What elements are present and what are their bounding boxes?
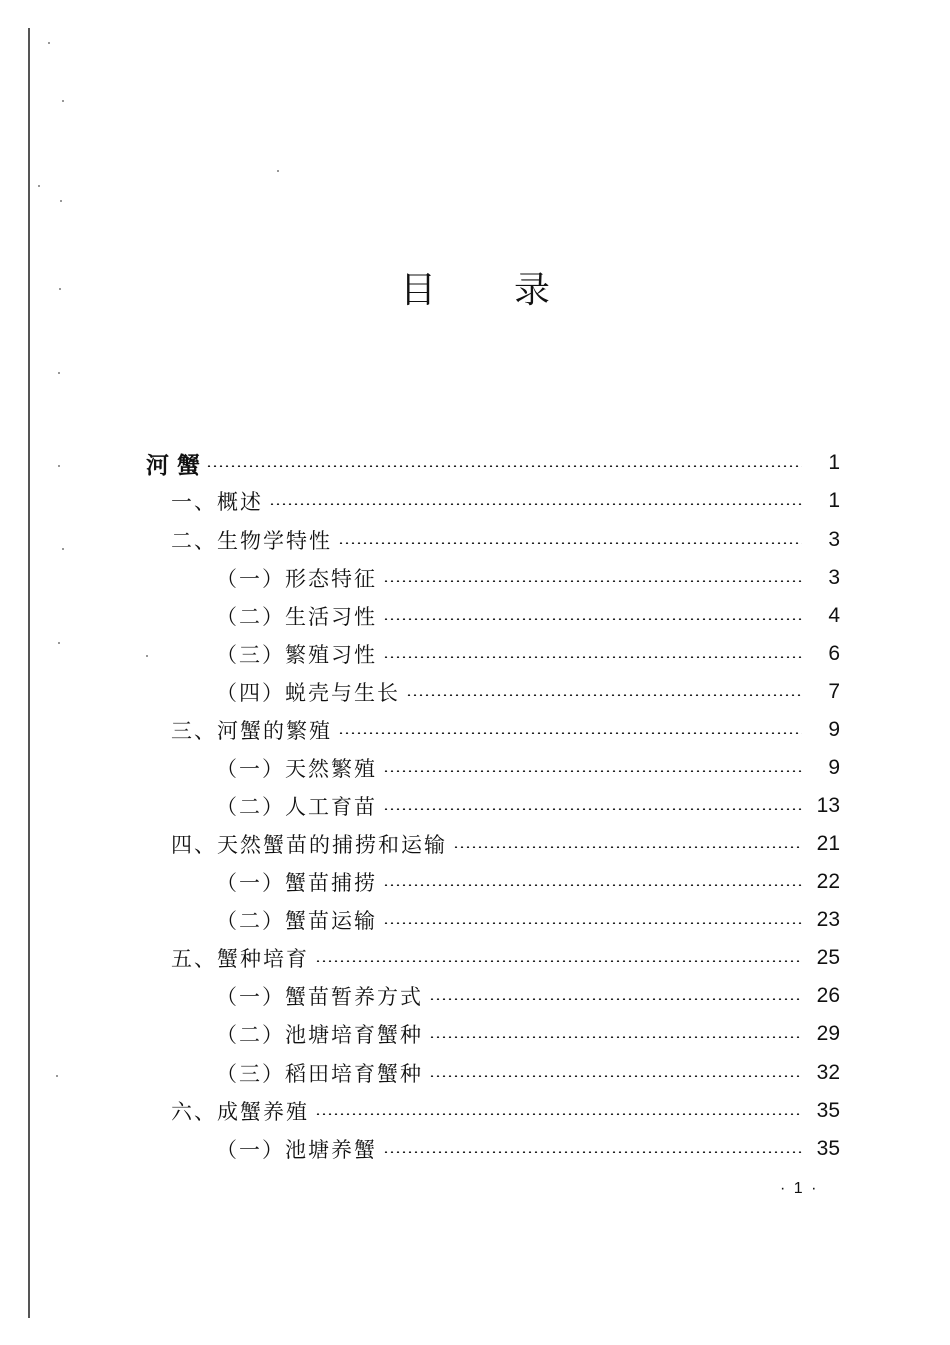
toc-entry-page-number: 7 — [828, 680, 840, 703]
toc-entry-label: （二）蟹苗运输 — [216, 909, 377, 933]
toc-entry-page-number: 1 — [828, 451, 840, 474]
title-char-2: 录 — [514, 270, 551, 311]
toc-entry-page-number: 4 — [828, 604, 840, 627]
toc-entry[interactable] — [0, 639, 950, 669]
toc-entry-label: （二）人工育苗 — [216, 795, 377, 819]
toc-entry[interactable] — [0, 677, 950, 707]
toc-entry-page-number: 3 — [828, 528, 840, 551]
toc-entry-page-number: 13 — [816, 794, 840, 817]
dot-leader — [429, 998, 802, 1000]
toc-entry[interactable] — [0, 829, 950, 859]
toc-entry-page-number: 35 — [816, 1137, 840, 1160]
title-char-1: 目 — [399, 270, 436, 311]
toc-entry-label: 三、河蟹的繁殖 — [171, 719, 332, 743]
toc-entry-page-number: 21 — [816, 832, 840, 855]
dot-leader — [383, 770, 802, 772]
dot-leader — [383, 884, 802, 886]
scan-speck — [58, 372, 60, 374]
toc-entry[interactable] — [0, 981, 950, 1011]
toc-entry[interactable] — [0, 905, 950, 935]
dot-leader — [429, 1075, 802, 1077]
toc-entry-label: （二）池塘培育蟹种 — [216, 1023, 423, 1047]
toc-entry-label: （一）池塘养蟹 — [216, 1138, 377, 1162]
toc-entry-label: （二）生活习性 — [216, 605, 377, 629]
toc-entry[interactable] — [0, 486, 950, 516]
toc-entry-label: （一）蟹苗暂养方式 — [216, 985, 423, 1009]
dot-leader — [269, 503, 802, 505]
toc-entry-label: （一）天然繁殖 — [216, 757, 377, 781]
toc-entry[interactable] — [0, 448, 950, 478]
toc-entry[interactable] — [0, 1019, 950, 1049]
toc-entry[interactable] — [0, 943, 950, 973]
toc-entry-label: 二、生物学特性 — [171, 529, 332, 553]
toc-entry-page-number: 29 — [816, 1022, 840, 1045]
toc-entry[interactable] — [0, 715, 950, 745]
toc-entry-label: 五、蟹种培育 — [171, 947, 309, 971]
dot-leader — [383, 656, 802, 658]
page-number: · 1 · — [780, 1180, 819, 1197]
toc-entry-page-number: 35 — [816, 1099, 840, 1122]
scan-speck — [48, 42, 50, 44]
dot-leader — [406, 694, 802, 696]
toc-entry-label: （三）繁殖习性 — [216, 643, 377, 667]
toc-entry-label: （四）蜕壳与生长 — [216, 681, 400, 705]
toc-entry-label: 河 蟹 — [146, 451, 201, 479]
dot-leader — [383, 808, 802, 810]
toc-entry-label: 六、成蟹养殖 — [171, 1100, 309, 1124]
toc-entry-label: （一）蟹苗捕捞 — [216, 871, 377, 895]
dot-leader — [315, 1113, 802, 1115]
toc-entry[interactable] — [0, 1134, 950, 1164]
toc-entry[interactable] — [0, 753, 950, 783]
toc-entry-page-number: 6 — [828, 642, 840, 665]
scan-speck — [62, 100, 64, 102]
dot-leader — [383, 1151, 802, 1153]
toc-entry-page-number: 23 — [816, 908, 840, 931]
dot-leader — [453, 846, 802, 848]
toc-entry[interactable] — [0, 867, 950, 897]
toc-entry-page-number: 22 — [816, 870, 840, 893]
toc-entry[interactable] — [0, 1058, 950, 1088]
toc-entry-page-number: 1 — [828, 489, 840, 512]
toc-entry-page-number: 26 — [816, 984, 840, 1007]
toc-entry[interactable] — [0, 525, 950, 555]
dot-leader — [206, 465, 802, 467]
toc-entry-page-number: 9 — [828, 718, 840, 741]
scan-speck — [60, 200, 62, 202]
toc-entry-page-number: 25 — [816, 946, 840, 969]
dot-leader — [338, 542, 802, 544]
dot-leader — [383, 922, 802, 924]
toc-entry-label: 一、概述 — [171, 490, 263, 514]
toc-entry[interactable] — [0, 791, 950, 821]
toc-entry-page-number: 32 — [816, 1061, 840, 1084]
dot-leader — [383, 580, 802, 582]
dot-leader — [383, 618, 802, 620]
toc-entry-page-number: 3 — [828, 566, 840, 589]
toc-entry[interactable] — [0, 563, 950, 593]
dot-leader — [429, 1036, 802, 1038]
toc-entry-label: 四、天然蟹苗的捕捞和运输 — [171, 833, 447, 857]
toc-entry-page-number: 9 — [828, 756, 840, 779]
toc-entry[interactable] — [0, 1096, 950, 1126]
dot-leader — [315, 960, 802, 962]
toc-entry-label: （一）形态特征 — [216, 567, 377, 591]
toc-entry[interactable] — [0, 601, 950, 631]
dot-leader — [338, 732, 802, 734]
toc-entry-label: （三）稻田培育蟹种 — [216, 1062, 423, 1086]
scan-speck — [277, 170, 279, 172]
scan-speck — [38, 185, 40, 187]
page-title — [0, 262, 950, 313]
